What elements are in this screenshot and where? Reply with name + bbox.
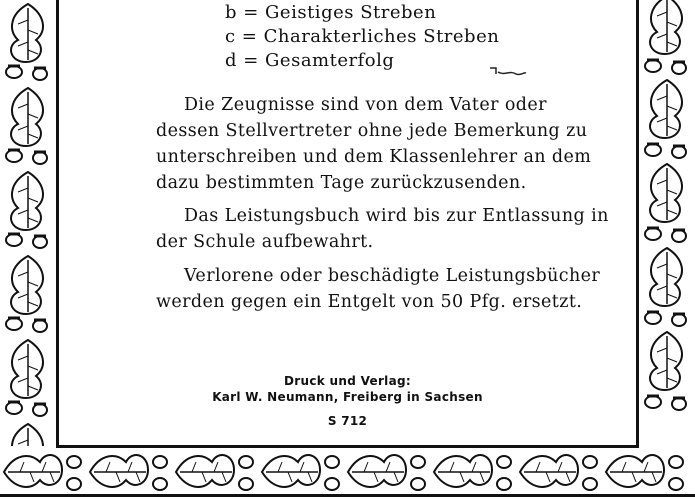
oak-leaf-border-left-icon bbox=[0, 0, 58, 500]
printer-name: Karl W. Neumann, Freiberg in Sachsen bbox=[212, 390, 483, 404]
legend-item-b: b = Geistiges Streben bbox=[225, 2, 437, 23]
border-bottom bbox=[0, 446, 695, 500]
outer-rule-bottom bbox=[0, 494, 695, 497]
frame-rule-left bbox=[56, 0, 59, 448]
border-right bbox=[637, 0, 695, 500]
print-code: S 712 bbox=[327, 414, 368, 428]
legend-item-c: c = Charakterliches Streben bbox=[225, 26, 500, 47]
oak-leaf-border-bottom-icon bbox=[0, 446, 695, 500]
page-content bbox=[70, 0, 625, 440]
printer-heading: Druck und Verlag: bbox=[284, 374, 411, 388]
legend-item-d: d = Gesamterfolg bbox=[225, 50, 395, 71]
frame-rule-right bbox=[636, 0, 639, 448]
oak-leaf-border-right-icon bbox=[637, 0, 695, 500]
paragraph-signature-notice: Die Zeugnisse sind von dem Vater oder dessen Stellvertreter ohne jede Bemerkung zu unterschreiben und dem Klassenlehrer an dem dazu bestimmten Tage zurückzusenden. bbox=[156, 95, 592, 193]
frame-rule-bottom bbox=[56, 445, 639, 448]
paragraph-replacement-notice: Verlorene oder beschädigte Leistungsbücher werden gegen ein Entgelt von 50 Pfg. ersetzt. bbox=[156, 266, 601, 312]
paragraph-storage-notice: Das Leistungsbuch wird bis zur Entlassung in der Schule aufbewahrt. bbox=[156, 206, 609, 252]
ink-mark-icon bbox=[488, 64, 528, 78]
border-left bbox=[0, 0, 58, 500]
